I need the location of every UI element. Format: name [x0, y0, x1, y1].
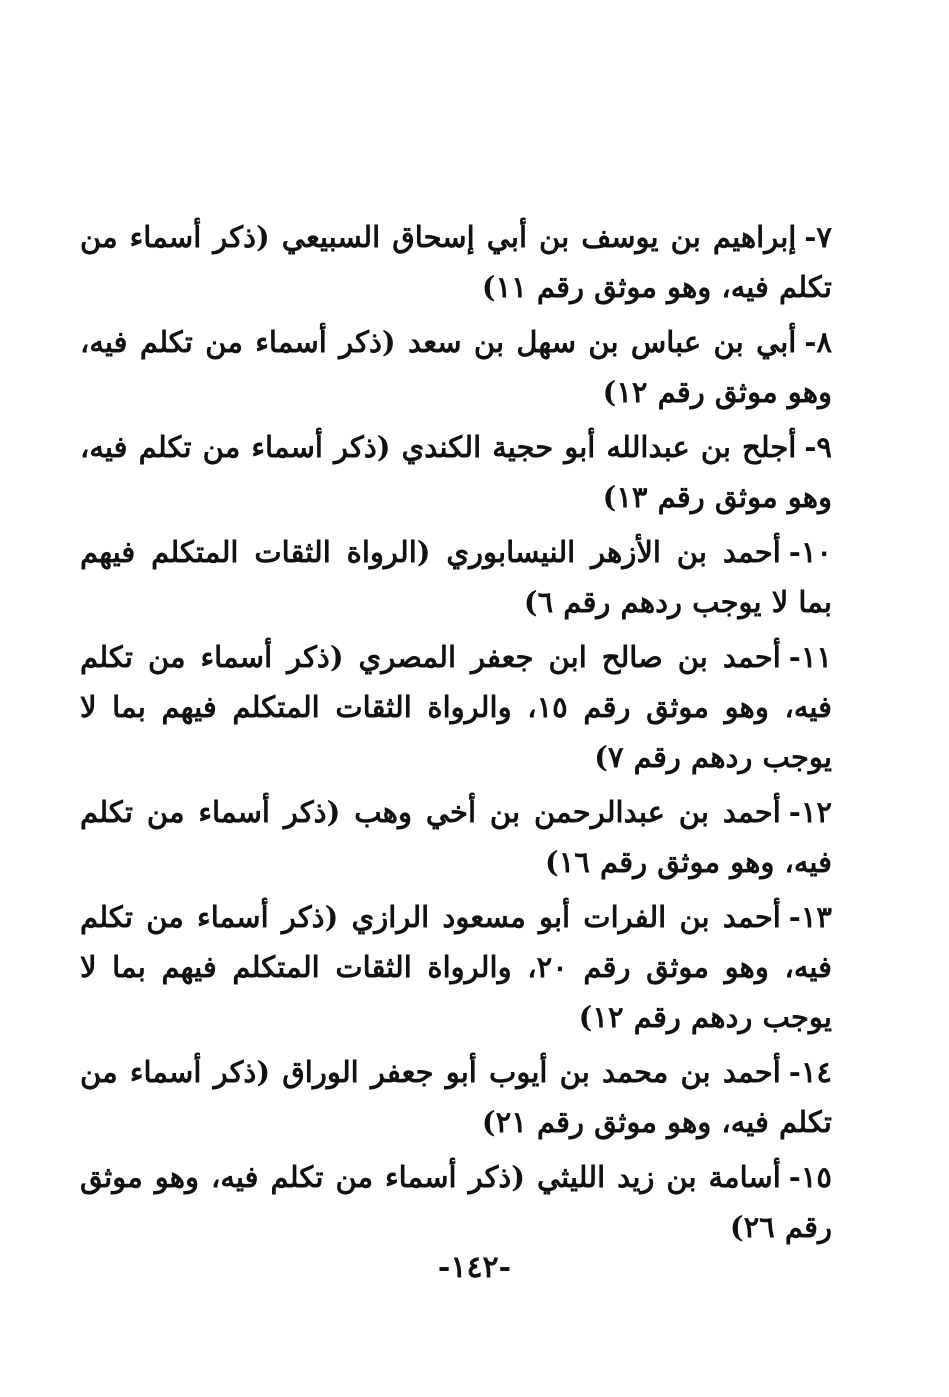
- list-item: [80, 212, 832, 312]
- entry-number: ٨-: [804, 325, 832, 359]
- entry-number: ١٣-: [788, 900, 832, 934]
- entry-text: أبي بن عباس بن سهل بن سعد (ذكر أسماء من تكلم فيه، وهو موثق رقم ١٢): [80, 325, 832, 409]
- entry-number: ١٢-: [788, 795, 832, 829]
- entry-number: ٧-: [804, 220, 832, 254]
- entry-text: إبراهيم بن يوسف بن أبي إسحاق السبيعي (ذكر أسماء من تكلم فيه، وهو موثق رقم ١١): [80, 220, 832, 304]
- entry-number: ١١-: [788, 640, 832, 674]
- entry-text: أجلح بن عبدالله أبو حجية الكندي (ذكر أسماء من تكلم فيه، وهو موثق رقم ١٣): [80, 430, 832, 514]
- entry-number: ٩-: [804, 430, 832, 464]
- entry-text: أحمد بن الفرات أبو مسعود الرازي (ذكر أسماء من تكلم فيه، وهو موثق رقم ٢٠، والرواة الثقات المتكلم فيهم بما لا يوجب ردهم رقم ١٢): [80, 900, 832, 1034]
- entry-number: ١٥-: [788, 1160, 832, 1194]
- list-item: [80, 632, 832, 782]
- entry-list: [80, 212, 832, 1257]
- entry-text: أحمد بن صالح ابن جعفر المصري (ذكر أسماء من تكلم فيه، وهو موثق رقم ١٥، والرواة الثقات المتكلم فيهم بما لا يوجب ردهم رقم ٧): [80, 640, 832, 774]
- list-item: [80, 317, 832, 417]
- page-number: -١٤٢-: [437, 1250, 512, 1285]
- list-item: [80, 787, 832, 887]
- entry-number: ١٠-: [788, 535, 832, 569]
- list-item: [80, 892, 832, 1042]
- entry-text: أسامة بن زيد الليثي (ذكر أسماء من تكلم فيه، وهو موثق رقم ٢٦): [80, 1160, 832, 1244]
- entry-text: أحمد بن عبدالرحمن بن أخي وهب (ذكر أسماء من تكلم فيه، وهو موثق رقم ١٦): [80, 795, 832, 879]
- list-item: [80, 1047, 832, 1147]
- list-item: [80, 1152, 832, 1252]
- entry-text: أحمد بن محمد بن أيوب أبو جعفر الوراق (ذكر أسماء من تكلم فيه، وهو موثق رقم ٢١): [80, 1055, 832, 1139]
- list-item: [80, 422, 832, 522]
- entry-number: ١٤-: [788, 1055, 832, 1089]
- entry-text: أحمد بن الأزهر النيسابوري (الرواة الثقات المتكلم فيهم بما لا يوجب ردهم رقم ٦): [80, 535, 832, 619]
- list-item: [80, 527, 832, 627]
